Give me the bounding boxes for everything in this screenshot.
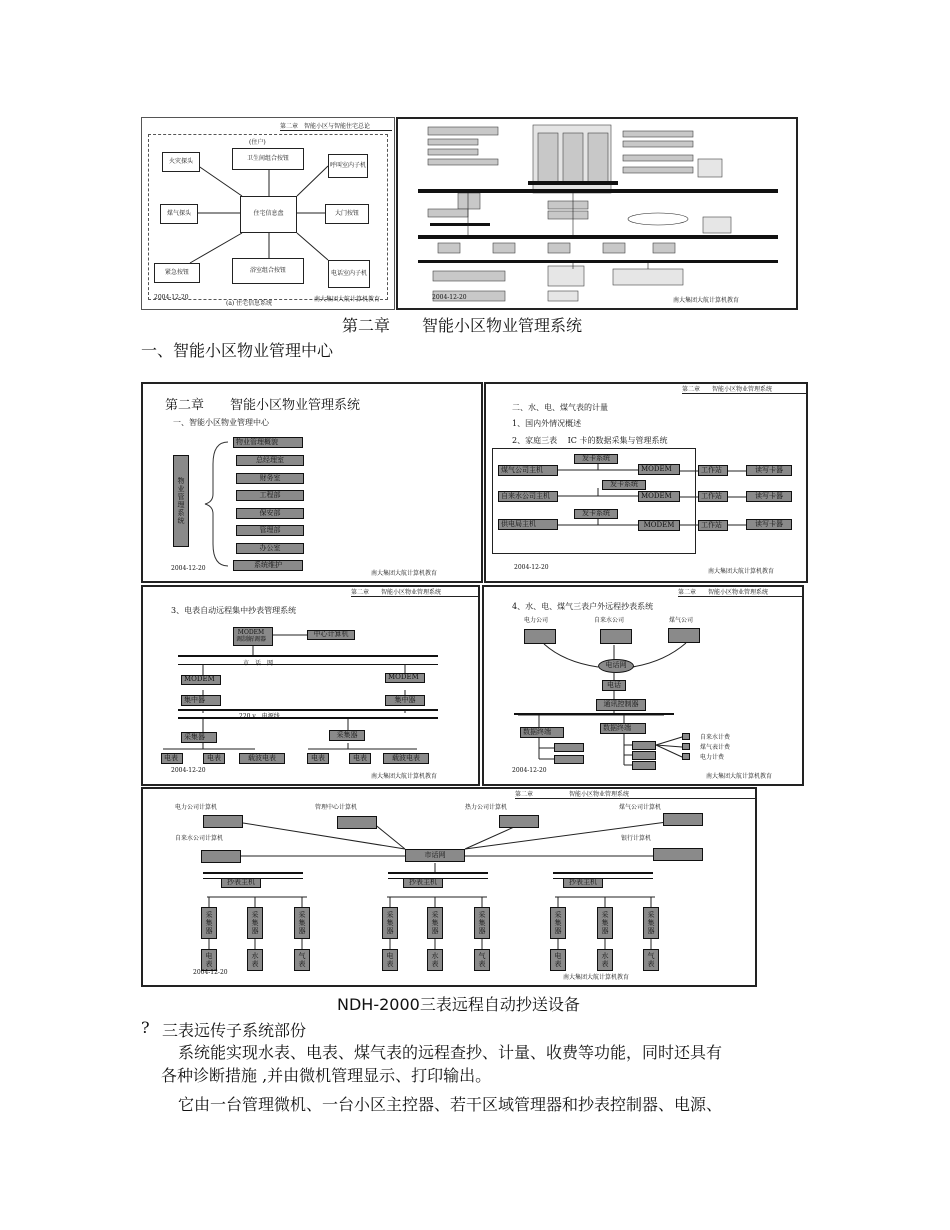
fig4-line1: 二、水、电、煤气表的计量 (512, 403, 608, 412)
paragraph1-line1: 系统能实现水表、电表、煤气表的远程查抄、计量、收费等功能，同时还具有 (178, 1043, 723, 1062)
fig7-header: 第二章 智能小区物业管理系统 (515, 789, 757, 799)
gas-co-label: 煤气公司 (669, 617, 694, 624)
collector-1-3: 采集器 (294, 907, 310, 939)
card-reader-2: 读写卡器 (746, 491, 792, 502)
water-meter-3: 水表 (597, 949, 613, 971)
modem-1: MODEM (638, 464, 680, 475)
gas-meter-3: 气表 (643, 949, 659, 971)
meter-3: 电表 (307, 753, 329, 764)
phone-net-ellipse: 电话网 (598, 659, 634, 673)
bank-pc (653, 848, 703, 861)
terminal-sub-5 (632, 761, 656, 770)
bullet-mark: ? (141, 1018, 150, 1037)
power-billing-label: 电力计费 (700, 754, 725, 761)
card-reader-1: 读写卡器 (746, 465, 792, 476)
gas-meter-2: 气表 (474, 949, 490, 971)
fig2-footer: 南大集团大航计算机教育 (673, 297, 740, 304)
fig3-brace (143, 384, 483, 583)
emergency-button-box: 紧急按钮 (154, 263, 200, 283)
electric-meter-3: 电表 (550, 949, 566, 971)
meter-host-2: 抄表主机 (403, 878, 443, 888)
fig6-footer: 南大集团大航计算机教育 (706, 773, 773, 780)
modem-3: MODEM (638, 520, 680, 531)
bathroom-button-box: 浴室组合按钮 (232, 258, 304, 284)
gas-company-pc (663, 813, 703, 826)
fig4-header: 第二章 智能小区物业管理系统 (682, 384, 808, 394)
card-system-1: 发卡系统 (574, 454, 618, 464)
heat-company-pc (499, 815, 539, 828)
fig4-footer: 南大集团大航计算机教育 (708, 568, 775, 575)
carrier-meter-2: 载波电表 (383, 753, 429, 764)
fig4-connectors (486, 384, 808, 583)
fig-remote-meter-network (141, 787, 757, 987)
fig6-date: 2004-12-20 (512, 767, 547, 774)
meter-host-3: 抄表主机 (563, 878, 603, 888)
collector-2-3: 采集器 (474, 907, 490, 939)
fig6-title: 4、水、电、煤气三表户外远程抄表系统 (512, 602, 654, 611)
concentrator-left: 集中器 (181, 695, 221, 706)
system-maintenance-box: 系统维护 (233, 560, 303, 571)
gas-detector-box: 煤气探头 (160, 204, 198, 224)
central-computer-box: 中心计算机 (307, 630, 355, 640)
collector-left: 采集器 (181, 732, 217, 743)
fig-meter-ic-card (484, 382, 808, 583)
workstation-1: 工作站 (698, 465, 728, 476)
figure-caption: NDH-2000三表远程自动抄送设备 (337, 995, 580, 1014)
fig6-header: 第二章 智能小区物业管理系统 (678, 587, 804, 597)
water-company-pc (201, 850, 241, 863)
terminal-sub-4 (632, 751, 656, 760)
collector-3-1: 采集器 (550, 907, 566, 939)
chapter-caption: 第二章 智能小区物业管理系统 (342, 316, 583, 335)
gas-co-box (668, 628, 700, 643)
collector-2-1: 采集器 (382, 907, 398, 939)
mgmt-overview-box: 物业管理概貌 (233, 437, 303, 448)
power-company-pc (203, 815, 243, 828)
comm-controller-box: 通讯控制器 (596, 699, 646, 711)
fig1-footer: 南大集团大航计算机教育 (314, 296, 381, 303)
water-co-label: 自来水公司 (594, 617, 625, 624)
fig7-date: 2004-12-20 (193, 969, 228, 976)
phone-indoor-box: 电话室内子机 (328, 260, 370, 288)
card-reader-3: 读写卡器 (746, 519, 792, 530)
power-meter-sq (682, 753, 690, 760)
water-co-box (600, 629, 632, 644)
fig4-line2: 1、国内外情况概述 (512, 419, 582, 428)
card-system-2: 发卡系统 (602, 480, 646, 490)
modem-left: MODEM (181, 675, 221, 685)
fig3-title: 第二章 智能小区物业管理系统 (165, 398, 361, 413)
power-co-box (524, 629, 556, 644)
bullet-heading: 三表远传子系统部份 (162, 1021, 307, 1040)
center-pc-label: 管理中心计算机 (315, 804, 358, 811)
fig3-footer: 南大集团大航计算机教育 (371, 570, 438, 577)
card-system-3: 发卡系统 (574, 509, 618, 519)
modem-2: MODEM (638, 491, 680, 502)
paragraph1-line2: 各种诊断措施 ,并由微机管理显示、打印输出。 (161, 1066, 492, 1085)
fig1-header: 第二章 智能小区与智能住宅总论 (280, 121, 392, 131)
workstation-3: 工作站 (698, 520, 728, 531)
fig5-title: 3、电表自动远程集中抄表管理系统 (171, 606, 297, 615)
section1-heading: 一、智能小区物业管理中心 (141, 341, 334, 360)
management-box: 管理部 (236, 525, 304, 536)
collector-3-2: 采集器 (597, 907, 613, 939)
fig-electric-remote-reading (141, 585, 480, 786)
fig3-subtitle: 一、智能小区物业管理中心 (173, 418, 269, 427)
bath-button-box: 卫生间组合按钮 (232, 148, 304, 170)
general-manager-box: 总经理室 (236, 455, 304, 466)
electric-meter-1: 电表 (201, 949, 217, 971)
data-terminal-right: 数据终端 (600, 723, 646, 734)
fig4-line3: 2、家庭三表 IC 卡的数据采集与管理系统 (512, 436, 668, 445)
meter-2: 电表 (203, 753, 225, 764)
fig5-date: 2004-12-20 (171, 767, 206, 774)
terminal-sub-3 (632, 741, 656, 750)
fig2-network-drawing (398, 119, 798, 310)
gas-meter-1: 气表 (294, 949, 310, 971)
office-box: 办公室 (236, 543, 304, 554)
meter-host-1: 抄表主机 (221, 878, 261, 888)
phone-box: 电话 (602, 680, 626, 691)
water-pc-label: 自来水公司计算机 (175, 835, 224, 842)
fig5-net-label: 市 话 网 (243, 660, 274, 667)
collector-1-1: 采集器 (201, 907, 217, 939)
fig5-header: 第二章 智能小区物业管理系统 (351, 587, 480, 597)
collector-3-3: 采集器 (643, 907, 659, 939)
fig5-footer: 南大集团大航计算机教育 (371, 773, 438, 780)
finance-box: 财务室 (236, 473, 304, 484)
carrier-meter-1: 载波电表 (239, 753, 285, 764)
fig5-power-label: 220 v 电源线 (239, 713, 280, 720)
fig-three-meters-outdoor (482, 585, 804, 786)
intercom-box: 呼叫室内子机 (328, 154, 368, 178)
management-center-pc (337, 816, 377, 829)
modem-central: MODEM 调制解调器 (233, 627, 273, 646)
meter-4: 电表 (349, 753, 371, 764)
fig1-top-label: (住户) (249, 139, 266, 146)
electric-meter-2: 电表 (382, 949, 398, 971)
modem-right: MODEM (385, 673, 425, 683)
workstation-2: 工作站 (698, 491, 728, 502)
gas-meter-sq (682, 743, 690, 750)
water-meter-1: 水表 (247, 949, 263, 971)
fig3-date: 2004-12-20 (171, 565, 206, 572)
meter-1: 电表 (161, 753, 183, 764)
collector-1-2: 采集器 (247, 907, 263, 939)
water-meter-sq (682, 733, 690, 740)
power-co-label: 电力公司 (524, 617, 549, 624)
terminal-sub-1 (554, 743, 584, 752)
water-meter-2: 水表 (427, 949, 443, 971)
home-info-panel-box: 住宅信息盘 (240, 196, 297, 233)
water-company-host: 自来水公司主机 (498, 491, 558, 502)
fig7-footer: 南大集团大航计算机教育 (563, 974, 630, 981)
power-bureau-host: 供电局主机 (498, 519, 558, 530)
fig1-date: 2004-12-20 (154, 294, 189, 301)
security-box: 保安部 (236, 508, 304, 519)
property-system-vertical-box: 物业管理系统 (173, 455, 189, 547)
collector-right: 采集器 (329, 730, 365, 741)
water-billing-label: 自来水计费 (700, 734, 731, 741)
fig4-date: 2004-12-20 (514, 564, 549, 571)
terminal-sub-2 (554, 755, 584, 764)
fig-home-info-system (141, 117, 395, 310)
gas-company-host: 煤气公司主机 (498, 465, 558, 476)
fire-detector-box: 火灾探头 (162, 152, 200, 172)
door-button-box: 大门按钮 (325, 204, 369, 224)
collector-2-2: 采集器 (427, 907, 443, 939)
power-pc-label: 电力公司计算机 (175, 804, 218, 811)
fig-property-management-center (141, 382, 483, 583)
heat-pc-label: 热力公司计算机 (465, 804, 508, 811)
fig1-caption: (a) 住宅信息系统 (226, 300, 273, 307)
fig2-date: 2004-12-20 (432, 294, 467, 301)
gas-pc-label: 煤气公司计算机 (619, 804, 662, 811)
engineering-box: 工程部 (236, 490, 304, 501)
fig-network-topology (396, 117, 798, 310)
gas-billing-label: 煤气表计费 (700, 744, 731, 751)
city-phone-net-box: 市话网 (405, 849, 465, 862)
concentrator-right: 集中器 (385, 695, 425, 706)
bank-pc-label: 银行计算机 (621, 835, 652, 842)
paragraph2-line1: 它由一台管理微机、一台小区主控器、若干区域管理器和抄表控制器、电源、 (178, 1095, 723, 1114)
data-terminal-left: 数据终端 (520, 727, 564, 738)
